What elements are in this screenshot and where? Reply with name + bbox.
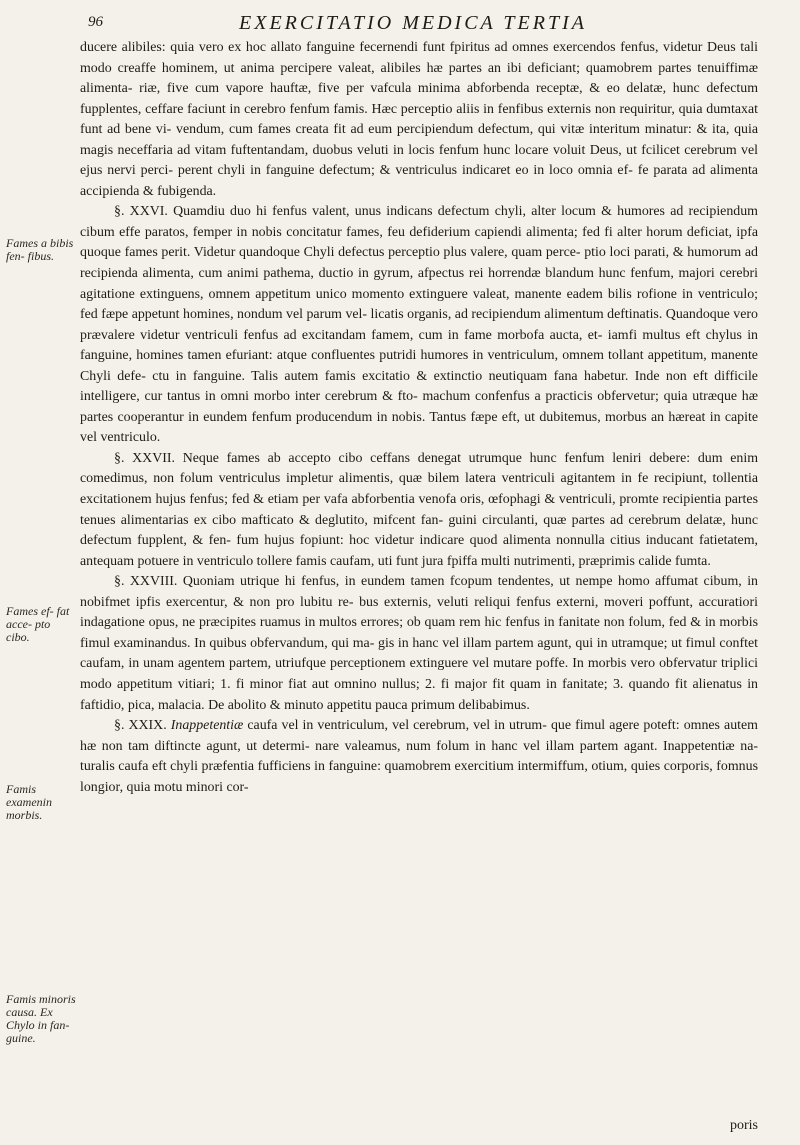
text-line: iamfi multus eft chylus in fanguine, homines tamen efuriant: atque confluentes: [80, 327, 758, 364]
text-line: guini circulanti, quæ partes ad cerebrum delatæ, hunc defectum fupplent, & fen-: [80, 512, 758, 549]
section-mark: §. XXIX.: [114, 718, 167, 734]
text-line: ctu in fanguine. Talis autem famis excitatio & extinctio neutiquam fana habetur.: [152, 368, 629, 384]
text-line: ut nempe homo affumat cibum, in nobifmet ipfis exercentur, & non pro lubitu re-: [80, 574, 758, 610]
text-line: exercendos fenfus, videtur Deus tali modo creaffe hominem, ut anima percipere: [80, 40, 758, 76]
text-line: fames, feu defiderium capiendi alimenta; fed fi alter horum deficiat, ipfa quoque: [80, 224, 759, 261]
section-mark: §. XXVI.: [114, 204, 168, 220]
text-line: riæ, five cum vapore hauftæ, five per vafcula minima abforbenda receptæ, & eo: [139, 81, 620, 97]
text-line: nare valeamus, num folum in hanc vel illam partem agant. Inappetentiæ na-: [315, 738, 758, 754]
text-line: Quamdiu duo hi fenfus valent, unus indicans defectum chyli, alter: [173, 204, 556, 220]
text-line: quæ bilem latera ventriculi agitantem in fe recipiunt, tollentia excitationem hujus: [80, 471, 758, 508]
margin-note-famis-minoris-causa: Famis minoris causa. Ex Chylo in fan- guine.: [6, 992, 76, 1045]
margin-note-fames-a-binis-sensibus: Fames a bibis fen- fibus.: [6, 236, 74, 263]
text-line: non folum, fed & in morbis fimul examinandus. In quibus obfervandum, qui ma-: [80, 615, 758, 651]
paragraph-cont: [80, 38, 758, 202]
text-line: bus externis, veluti reliqui fenfus externi, moveri poffunt, accuratiori indagatione: [80, 594, 758, 631]
text-line: recipientia partes tenues alimentarias ex cibo mafticato & deglutito, mifcent fan-: [80, 492, 758, 528]
text-line: fe parata ad alimenta accipienda & fubigenda.: [80, 163, 758, 199]
text-line: in gyrum, afpectus rei horrendæ blandum hunc fenfum, majori cerebri agitatione: [80, 266, 759, 302]
text-line: ducere alibiles: quia vero ex hoc allato fanguine fecernendi funt fpiritus ad omnes: [80, 40, 549, 55]
text-line: delatæ, hunc defectum fupplentes, ceffare faciunt in cerebro fenfum famis. Hæc: [80, 81, 759, 117]
text-line: eundem fenfum producendum in nobis. Tantus fæpe eft, ut dubitemus, morbus: [203, 409, 647, 425]
text-line: leniri debere: dum enim comedimus, non folum ventriculus impletur alimentis,: [80, 450, 759, 487]
catchword: poris: [730, 1118, 758, 1133]
text-line: extinguens, omnem appetitum unico momento extinguere valeat, manente eadem: [139, 286, 603, 302]
text-line: nullus; 2. fi major fit quam in fanitate; 3. quando fit alienatus in faftidio, pica,: [80, 676, 758, 713]
text-line: an hæreat in capite vel ventriculo.: [80, 409, 758, 446]
text-line: machum confenfus a practicis obfervetur; quia utræque hæ partes cooperantur in: [80, 389, 758, 425]
text-line: fatietatem, antequam potuere in ventriculo tollere famis caufam, uti funt jura: [80, 533, 758, 569]
page-number: 96: [88, 14, 103, 30]
text-line: que fimul agere poteft: omnes autem hæ non tam diftincte agunt, ut determi-: [80, 718, 758, 754]
text-line: fpiffa multi nutrimenti, præprimis calide fumta.: [446, 553, 711, 569]
text-line: Neque fames ab accepto cibo ceffans denegat utrumque hunc fenfum: [182, 450, 605, 466]
paragraph-s28: [80, 572, 758, 716]
text-line: locis fenfum hunc locare voluit Deus, ut fcilicet cerebrum vel ejus nervi perci-: [80, 142, 758, 179]
text-line: minatur: & ita, quia magis neceffaria ad vitam fuftentandam, duobus veluti in: [80, 122, 758, 158]
paragraph-s26: [80, 202, 758, 449]
text-line: Quoniam utrique hi fenfus, in eundem tamen fcopum tendentes,: [182, 574, 554, 590]
text-line: fum hujus fopiunt: hoc videtur indicare quod alimenta nonnulla citius inducant: [236, 533, 694, 549]
paragraph-s29: [80, 716, 758, 798]
text-line: vendum, cum fames creata fit ad eum percipiendum defectum, qui vitæ interitum: [176, 122, 640, 138]
text-line: unam agentem partem, utriufque perceptionem extinguere vel mutare poffe. In: [143, 656, 584, 672]
text-line: intermiffum, otium, quies corporis, fomnus longior, quia motu minori cor-: [80, 759, 758, 795]
italic-lead: Inappetentiæ: [170, 718, 244, 734]
text-line: bilis rofione in ventriculo; fed fæpe appetunt homines, nondum vel parum vel-: [80, 286, 759, 323]
text-line: turalis caufa eft chyli præfentia fufficiens in fanguine: quamobrem exercitium: [80, 759, 514, 775]
page-header: [68, 14, 758, 38]
text-line: ptio loci parati, & humorum ad recipienda alimenta, cum animi pathema, ductio: [80, 245, 758, 282]
margin-note-famis-examen: Famis examenin morbis.: [6, 782, 52, 822]
text-line: malacia. De abolito & minuto appetitu pauca primum delibabimus.: [157, 697, 530, 713]
section-mark: §. XXVIII.: [114, 574, 178, 590]
text-line: caufa vel in ventriculum, vel cerebrum, vel in utrum-: [247, 718, 547, 734]
text-line: licatis organis, ad recipiendum alimentum deftinatis. Quandoque vero prævalere: [80, 307, 758, 343]
text-line: fames perit. Videtur quandoque Chyli defectus perceptio plus valere, quam perce-: [124, 245, 581, 261]
body-text: [80, 38, 758, 798]
text-line: valeat, alibiles hæ partes an ibi deficiant; quamobrem partes tenuiffimæ alimenta-: [80, 60, 759, 97]
text-line: putridi humores in ventriculum, omnem tollant appetitum, manente Chyli defe-: [80, 348, 758, 384]
text-line: videtur ventriculi fenfus ad excitandam famem, cum in fame morbofa aucta, et-: [140, 327, 603, 343]
section-mark: §. XXVII.: [114, 450, 175, 466]
running-title: EXERCITATIO MEDICA TERTIA: [239, 12, 587, 34]
margin-note-fames-cessat: Fames ef- fat acce- pto cibo.: [6, 604, 70, 644]
text-line: perent chyli in fanguine defectum; & ventriculus indicaret eo in loco omnia ef-: [177, 163, 633, 179]
text-line: fenfus; fed & etiam per vafa abforbentia venofa oris, œfophagi & ventriculi, promte: [189, 492, 659, 508]
text-line: opus, ne præcipites ruamus in multos errores; ob quam rem hic fenfus in fanitate: [148, 615, 600, 631]
text-line: locum & humores ad recipiendum cibum effe paratos, femper in nobis concitatur: [80, 204, 758, 240]
text-line: perceptio aliis in fenfibus externis non requiritur, quia dumtaxat funt ad bene vi-: [80, 101, 758, 138]
paragraph-s27: [80, 449, 758, 572]
text-line: Inde non eft difficile intelligere, cur tantus in omni morbo inter cerebrum & fto-: [80, 368, 758, 405]
text-line: gis in hanc vel illam partem agunt, qui in utramque; ut fimul conftet caufam, in: [80, 635, 758, 672]
text-line: morbis vero obfervatur triplici modo appetitum vitiari; 1. fi minor fiat aut omnino: [80, 656, 758, 692]
